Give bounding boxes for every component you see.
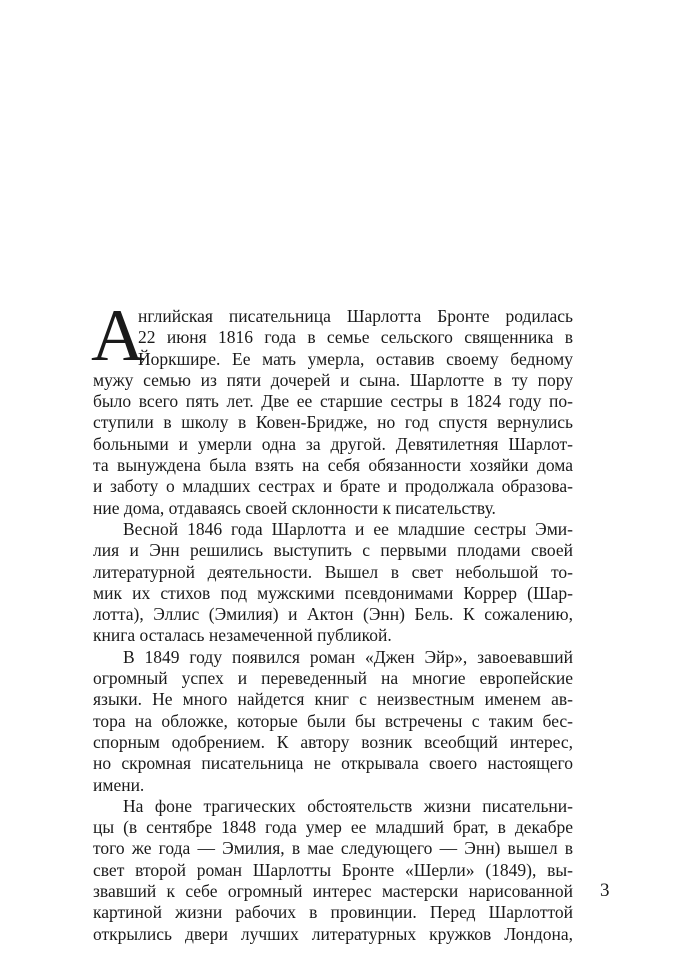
text-line: больными и умерли одна за другой. Девятилетняя Шарлот-: [93, 433, 573, 454]
text-line: свет второй роман Шарлотты Бронте «Шерли» (1849), вы-: [93, 859, 573, 880]
text-line: литературной деятельности. Вышел в свет небольшой то-: [93, 561, 573, 582]
body-text: [91, 295, 573, 945]
text-line: В 1849 году появился роман «Джен Эйр», завоевавший: [123, 646, 573, 667]
text-line: цы (в сентябре 1848 года умер ее младший брат, в декабре: [93, 817, 573, 838]
text-line: мик их стихов под мужскими псевдонимами Коррер (Шар-: [93, 582, 573, 603]
text-line: мужу семью из пяти дочерей и сына. Шарлотте в ту пору: [93, 369, 573, 390]
text-line: ступили в школу в Ковен-Бридже, но год спустя вернулись: [93, 412, 573, 433]
text-line: Йоркшире. Ее мать умерла, оставив своему бедному: [138, 348, 573, 369]
text-line: На фоне трагических обстоятельств жизни писательни-: [123, 795, 573, 816]
text-line: нглийская писательница Шарлотта Бронте родилась: [138, 306, 573, 326]
text-line: лия и Энн решились выступить с первыми плодами своей: [93, 540, 573, 561]
text-line: спорным одобрением. К автору возник всеобщий интерес,: [93, 731, 573, 752]
text-line: та вынуждена была взять на себя обязанности хозяйки дома: [93, 455, 573, 476]
text-line: было всего пять лет. Две ее старшие сестры в 1824 году по-: [93, 391, 573, 412]
text-line: 22 июня 1816 года в семье сельского священника в: [138, 327, 573, 348]
text-line: картиной жизни рабочих в провинции. Перед Шарлоттой: [93, 902, 573, 923]
text-line: того же года — Эмилия, в мае следующего — Энн) вышел в: [93, 838, 573, 859]
text-line: тора на обложке, которые были бы встречены с таким бес-: [93, 710, 573, 731]
text-line: огромный успех и переведенный на многие европейские: [93, 668, 573, 689]
text-line: языки. Не много найдется книг с неизвестным именем ав-: [93, 689, 573, 710]
text-line: лотта), Эллис (Эмилия) и Актон (Энн) Бель. К сожалению,: [93, 604, 573, 625]
text-line: звавший к себе огромный интерес мастерски нарисованной: [93, 881, 573, 902]
text-line: и заботу о младших сестрах и брате и продолжала образова-: [93, 476, 573, 497]
text-line: открылись двери лучших литературных кружков Лондона,: [93, 923, 573, 944]
text-line: имени.: [93, 774, 145, 795]
text-line: книга осталась незамеченной публикой.: [93, 625, 392, 646]
drop-cap: А: [91, 295, 145, 377]
text-line: ние дома, отдаваясь своей склонности к писательству.: [93, 497, 496, 518]
text-line: но скромная писательница не открывала своего настоящего: [93, 753, 573, 774]
text-line: Весной 1846 года Шарлотта и ее младшие сестры Эми-: [123, 518, 573, 539]
page-number: 3: [600, 880, 610, 901]
